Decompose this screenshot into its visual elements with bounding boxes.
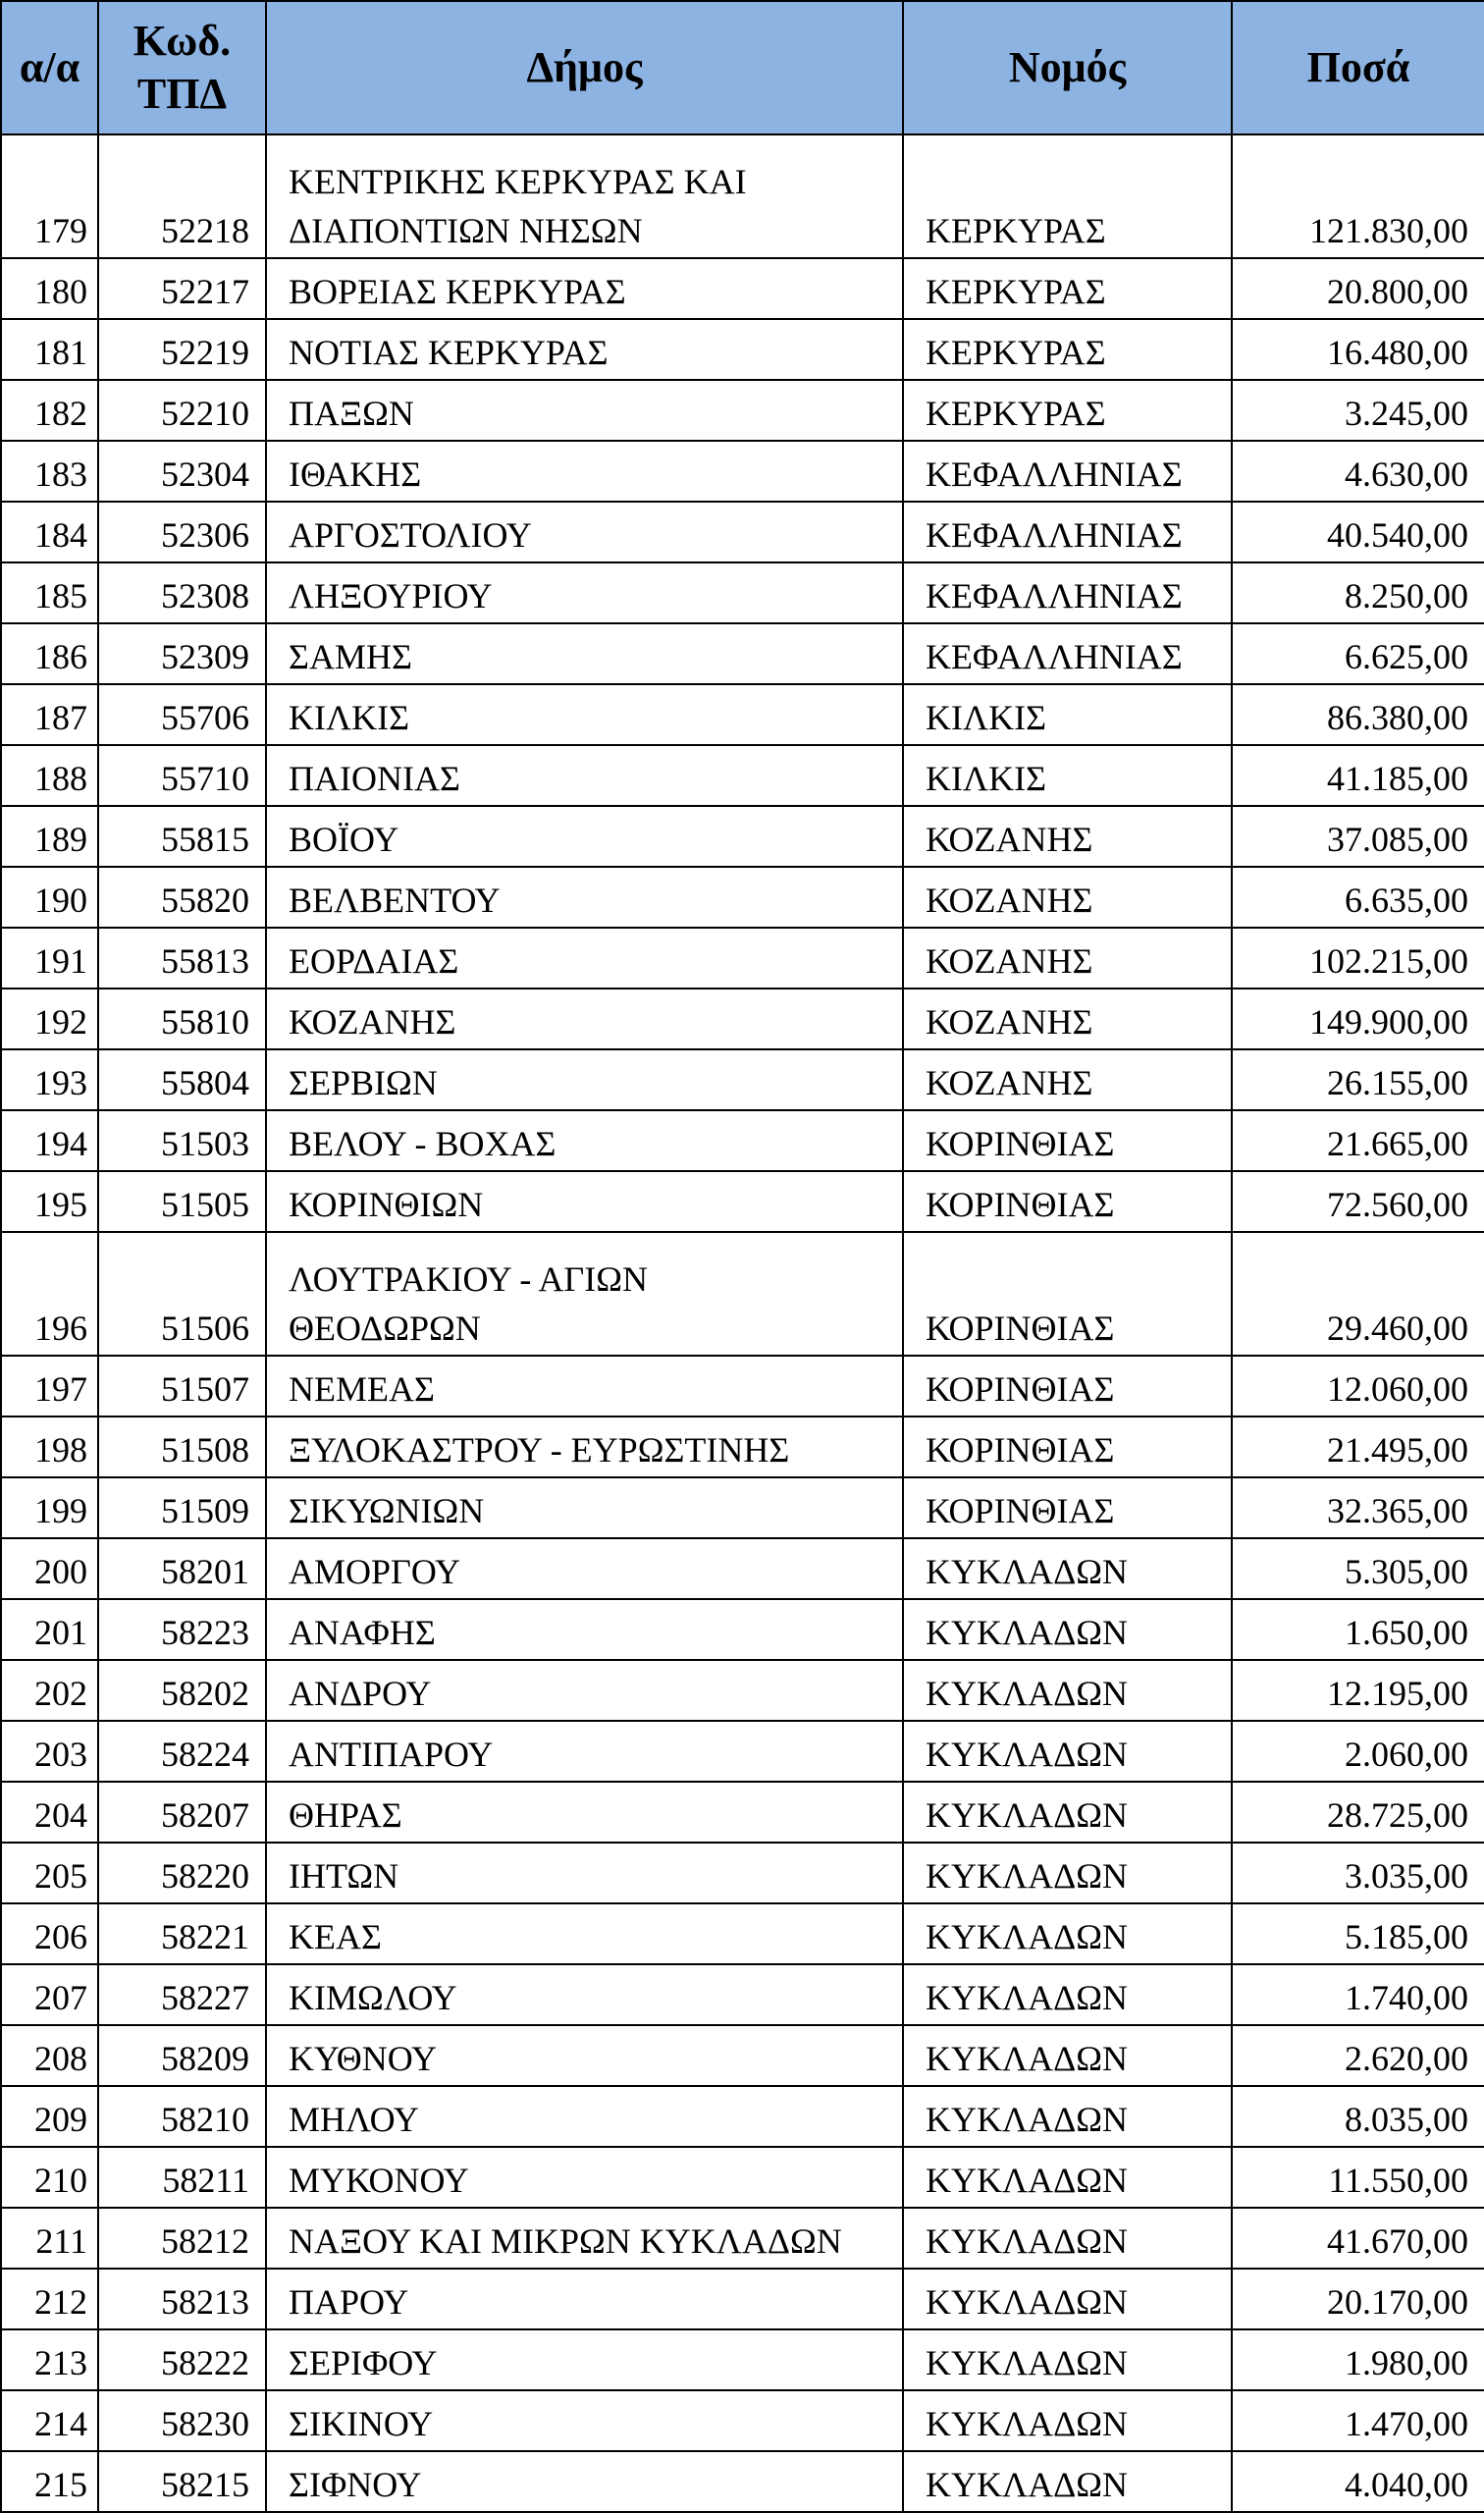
table-row — [1, 2208, 1484, 2269]
table-row — [1, 134, 1484, 258]
table-row — [1, 1171, 1484, 1232]
row-prefecture: ΚΥΚΛΑΔΩΝ — [903, 2086, 1232, 2147]
row-municipality: ΚΙΜΩΛΟΥ — [266, 1964, 903, 2025]
row-amount: 20.170,00 — [1232, 2269, 1484, 2329]
row-amount: 1.650,00 — [1232, 1599, 1484, 1660]
row-code: 55820 — [98, 867, 266, 928]
header-code-line2: ΤΠΔ — [136, 70, 228, 118]
row-index: 195 — [1, 1171, 98, 1232]
row-code: 52219 — [98, 319, 266, 380]
row-amount: 2.060,00 — [1232, 1721, 1484, 1782]
row-amount: 20.800,00 — [1232, 258, 1484, 319]
table-row — [1, 1356, 1484, 1417]
row-index: 190 — [1, 867, 98, 928]
table-row — [1, 380, 1484, 441]
header-municipality: Δήμος — [266, 1, 903, 134]
row-prefecture: ΚΟΡΙΝΘΙΑΣ — [903, 1356, 1232, 1417]
row-code: 58215 — [98, 2451, 266, 2512]
row-prefecture: ΚΕΡΚΥΡΑΣ — [903, 134, 1232, 258]
row-prefecture: ΚΥΚΛΑΔΩΝ — [903, 1964, 1232, 2025]
row-index: 181 — [1, 319, 98, 380]
row-prefecture: ΚΟΡΙΝΘΙΑΣ — [903, 1417, 1232, 1477]
row-municipality: ΚΟΡΙΝΘΙΩΝ — [266, 1171, 903, 1232]
row-code: 58213 — [98, 2269, 266, 2329]
row-prefecture: ΚΥΚΛΑΔΩΝ — [903, 1721, 1232, 1782]
header-prefecture: Νομός — [903, 1, 1232, 134]
row-index: 188 — [1, 745, 98, 806]
row-index: 184 — [1, 502, 98, 562]
row-municipality: ΝΑΞΟΥ ΚΑΙ ΜΙΚΡΩΝ ΚΥΚΛΑΔΩΝ — [266, 2208, 903, 2269]
row-municipality: ΒΟΡΕΙΑΣ ΚΕΡΚΥΡΑΣ — [266, 258, 903, 319]
row-municipality: ΣΙΦΝΟΥ — [266, 2451, 903, 2512]
row-amount: 21.665,00 — [1232, 1110, 1484, 1171]
row-prefecture: ΚΥΚΛΑΔΩΝ — [903, 2147, 1232, 2208]
row-amount: 4.040,00 — [1232, 2451, 1484, 2512]
row-code: 55810 — [98, 989, 266, 1049]
row-amount: 32.365,00 — [1232, 1477, 1484, 1538]
row-amount: 8.250,00 — [1232, 562, 1484, 623]
row-amount: 5.185,00 — [1232, 1903, 1484, 1964]
row-index: 191 — [1, 928, 98, 989]
row-code: 55815 — [98, 806, 266, 867]
row-municipality: ΝΟΤΙΑΣ ΚΕΡΚΥΡΑΣ — [266, 319, 903, 380]
row-code: 52210 — [98, 380, 266, 441]
table-row — [1, 1660, 1484, 1721]
row-prefecture: ΚΕΡΚΥΡΑΣ — [903, 258, 1232, 319]
row-amount: 121.830,00 — [1232, 134, 1484, 258]
row-index: 203 — [1, 1721, 98, 1782]
row-index: 213 — [1, 2329, 98, 2390]
row-prefecture: ΚΟΖΑΝΗΣ — [903, 806, 1232, 867]
table-row — [1, 1964, 1484, 2025]
row-code: 51503 — [98, 1110, 266, 1171]
table-row — [1, 928, 1484, 989]
row-index: 199 — [1, 1477, 98, 1538]
header-index: α/α — [1, 1, 98, 134]
row-code: 58209 — [98, 2025, 266, 2086]
table-row — [1, 684, 1484, 745]
row-municipality: ΑΜΟΡΓΟΥ — [266, 1538, 903, 1599]
row-code: 52217 — [98, 258, 266, 319]
row-amount: 149.900,00 — [1232, 989, 1484, 1049]
row-prefecture: ΚΟΡΙΝΘΙΑΣ — [903, 1171, 1232, 1232]
header-code-line1: Κωδ. — [132, 17, 232, 65]
table-row — [1, 2269, 1484, 2329]
table-row — [1, 1110, 1484, 1171]
row-municipality-line1: ΚΕΝΤΡΙΚΗΣ ΚΕΡΚΥΡΑΣ ΚΑΙ — [289, 162, 747, 201]
table-row — [1, 1599, 1484, 1660]
row-amount: 26.155,00 — [1232, 1049, 1484, 1110]
row-index: 210 — [1, 2147, 98, 2208]
row-prefecture: ΚΟΖΑΝΗΣ — [903, 989, 1232, 1049]
row-index: 202 — [1, 1660, 98, 1721]
row-prefecture: ΚΕΦΑΛΛΗΝΙΑΣ — [903, 562, 1232, 623]
table-row — [1, 1477, 1484, 1538]
row-prefecture: ΚΙΛΚΙΣ — [903, 745, 1232, 806]
row-amount: 72.560,00 — [1232, 1171, 1484, 1232]
table-row — [1, 441, 1484, 502]
row-municipality: ΣΕΡΙΦΟΥ — [266, 2329, 903, 2390]
row-amount: 41.670,00 — [1232, 2208, 1484, 2269]
row-municipality: ΒΟΪΟΥ — [266, 806, 903, 867]
row-amount: 4.630,00 — [1232, 441, 1484, 502]
row-index: 204 — [1, 1782, 98, 1843]
row-prefecture: ΚΥΚΛΑΔΩΝ — [903, 1903, 1232, 1964]
row-amount: 40.540,00 — [1232, 502, 1484, 562]
row-prefecture: ΚΟΡΙΝΘΙΑΣ — [903, 1110, 1232, 1171]
row-municipality: ΚΥΘΝΟΥ — [266, 2025, 903, 2086]
table-header — [1, 1, 1484, 134]
row-index: 196 — [1, 1232, 98, 1356]
row-municipality: ΑΡΓΟΣΤΟΛΙΟΥ — [266, 502, 903, 562]
row-prefecture: ΚΟΖΑΝΗΣ — [903, 1049, 1232, 1110]
row-municipality: ΙΗΤΩΝ — [266, 1843, 903, 1903]
row-prefecture: ΚΙΛΚΙΣ — [903, 684, 1232, 745]
row-index: 179 — [1, 134, 98, 258]
table-row — [1, 2086, 1484, 2147]
row-code: 58210 — [98, 2086, 266, 2147]
row-index: 183 — [1, 441, 98, 502]
row-municipality: ΚΟΖΑΝΗΣ — [266, 989, 903, 1049]
row-prefecture: ΚΥΚΛΑΔΩΝ — [903, 1843, 1232, 1903]
row-amount: 21.495,00 — [1232, 1417, 1484, 1477]
row-index: 215 — [1, 2451, 98, 2512]
row-amount: 29.460,00 — [1232, 1232, 1484, 1356]
row-code: 52306 — [98, 502, 266, 562]
row-prefecture: ΚΥΚΛΑΔΩΝ — [903, 2025, 1232, 2086]
row-prefecture: ΚΕΦΑΛΛΗΝΙΑΣ — [903, 441, 1232, 502]
row-amount: 1.980,00 — [1232, 2329, 1484, 2390]
row-amount: 3.245,00 — [1232, 380, 1484, 441]
table-row — [1, 1538, 1484, 1599]
row-prefecture: ΚΥΚΛΑΔΩΝ — [903, 2269, 1232, 2329]
row-code: 58224 — [98, 1721, 266, 1782]
row-prefecture: ΚΥΚΛΑΔΩΝ — [903, 1538, 1232, 1599]
row-code: 55813 — [98, 928, 266, 989]
row-municipality: ΣΙΚΙΝΟΥ — [266, 2390, 903, 2451]
row-index: 200 — [1, 1538, 98, 1599]
row-municipality: ΠΑΡΟΥ — [266, 2269, 903, 2329]
row-index: 211 — [1, 2208, 98, 2269]
table-row — [1, 502, 1484, 562]
table-row — [1, 745, 1484, 806]
row-amount: 3.035,00 — [1232, 1843, 1484, 1903]
row-index: 209 — [1, 2086, 98, 2147]
row-code: 58230 — [98, 2390, 266, 2451]
row-prefecture: ΚΟΖΑΝΗΣ — [903, 928, 1232, 989]
table-row — [1, 989, 1484, 1049]
row-code: 58202 — [98, 1660, 266, 1721]
row-index: 214 — [1, 2390, 98, 2451]
row-amount: 12.060,00 — [1232, 1356, 1484, 1417]
row-index: 189 — [1, 806, 98, 867]
table-row — [1, 867, 1484, 928]
row-municipality: ΣΑΜΗΣ — [266, 623, 903, 684]
row-prefecture: ΚΥΚΛΑΔΩΝ — [903, 2208, 1232, 2269]
row-code: 51509 — [98, 1477, 266, 1538]
table-row — [1, 2390, 1484, 2451]
row-prefecture: ΚΟΡΙΝΘΙΑΣ — [903, 1477, 1232, 1538]
row-municipality: ΑΝΑΦΗΣ — [266, 1599, 903, 1660]
row-code: 58207 — [98, 1782, 266, 1843]
row-prefecture: ΚΥΚΛΑΔΩΝ — [903, 2390, 1232, 2451]
row-code: 51506 — [98, 1232, 266, 1356]
row-index: 182 — [1, 380, 98, 441]
row-code: 52304 — [98, 441, 266, 502]
row-index: 185 — [1, 562, 98, 623]
row-municipality: ΣΕΡΒΙΩΝ — [266, 1049, 903, 1110]
row-amount: 102.215,00 — [1232, 928, 1484, 989]
row-amount: 8.035,00 — [1232, 2086, 1484, 2147]
row-amount: 6.625,00 — [1232, 623, 1484, 684]
row-index: 205 — [1, 1843, 98, 1903]
table-row — [1, 562, 1484, 623]
row-index: 192 — [1, 989, 98, 1049]
row-municipality: ΝΕΜΕΑΣ — [266, 1356, 903, 1417]
row-amount: 37.085,00 — [1232, 806, 1484, 867]
row-code: 52309 — [98, 623, 266, 684]
row-code: 58223 — [98, 1599, 266, 1660]
row-municipality: ΚΙΛΚΙΣ — [266, 684, 903, 745]
row-municipality: ΕΟΡΔΑΙΑΣ — [266, 928, 903, 989]
row-prefecture: ΚΟΡΙΝΘΙΑΣ — [903, 1232, 1232, 1356]
row-amount: 11.550,00 — [1232, 2147, 1484, 2208]
table-row — [1, 1417, 1484, 1477]
row-municipality — [266, 134, 903, 258]
row-code: 58222 — [98, 2329, 266, 2390]
row-municipality — [266, 1232, 903, 1356]
row-index: 208 — [1, 2025, 98, 2086]
row-municipality: ΜΗΛΟΥ — [266, 2086, 903, 2147]
row-index: 193 — [1, 1049, 98, 1110]
row-code: 51508 — [98, 1417, 266, 1477]
header-amount: Ποσά — [1232, 1, 1484, 134]
row-amount: 86.380,00 — [1232, 684, 1484, 745]
row-code: 55710 — [98, 745, 266, 806]
row-municipality: ΑΝΤΙΠΑΡΟΥ — [266, 1721, 903, 1782]
table-row — [1, 2329, 1484, 2390]
row-prefecture: ΚΥΚΛΑΔΩΝ — [903, 2329, 1232, 2390]
table-row — [1, 1782, 1484, 1843]
row-prefecture: ΚΕΡΚΥΡΑΣ — [903, 319, 1232, 380]
row-municipality-line2: ΔΙΑΠΟΝΤΙΩΝ ΝΗΣΩΝ — [289, 211, 643, 250]
table-row — [1, 258, 1484, 319]
header-row — [1, 1, 1484, 134]
row-municipality: ΙΘΑΚΗΣ — [266, 441, 903, 502]
row-amount: 12.195,00 — [1232, 1660, 1484, 1721]
table-row — [1, 319, 1484, 380]
row-index: 194 — [1, 1110, 98, 1171]
row-code: 51507 — [98, 1356, 266, 1417]
row-amount: 41.185,00 — [1232, 745, 1484, 806]
row-amount: 6.635,00 — [1232, 867, 1484, 928]
table-row — [1, 2451, 1484, 2512]
row-prefecture: ΚΥΚΛΑΔΩΝ — [903, 1599, 1232, 1660]
row-municipality: ΚΕΑΣ — [266, 1903, 903, 1964]
row-municipality: ΜΥΚΟΝΟΥ — [266, 2147, 903, 2208]
row-prefecture: ΚΕΡΚΥΡΑΣ — [903, 380, 1232, 441]
table-row — [1, 806, 1484, 867]
row-municipality: ΒΕΛΒΕΝΤΟΥ — [266, 867, 903, 928]
row-code: 52308 — [98, 562, 266, 623]
row-index: 207 — [1, 1964, 98, 2025]
row-municipality: ΘΗΡΑΣ — [266, 1782, 903, 1843]
table-row — [1, 1049, 1484, 1110]
table-row — [1, 1843, 1484, 1903]
row-municipality-line2: ΘΕΟΔΩΡΩΝ — [289, 1309, 481, 1348]
row-municipality: ΑΝΔΡΟΥ — [266, 1660, 903, 1721]
row-prefecture: ΚΥΚΛΑΔΩΝ — [903, 1782, 1232, 1843]
row-municipality: ΛΗΞΟΥΡΙΟΥ — [266, 562, 903, 623]
row-municipality: ΠΑΞΩΝ — [266, 380, 903, 441]
row-municipality: ΣΙΚΥΩΝΙΩΝ — [266, 1477, 903, 1538]
table-row — [1, 1721, 1484, 1782]
row-amount: 1.740,00 — [1232, 1964, 1484, 2025]
table-row — [1, 1232, 1484, 1356]
row-amount: 2.620,00 — [1232, 2025, 1484, 2086]
row-prefecture: ΚΕΦΑΛΛΗΝΙΑΣ — [903, 502, 1232, 562]
row-municipality-line1: ΛΟΥΤΡΑΚΙΟΥ - ΑΓΙΩΝ — [289, 1259, 648, 1299]
row-amount: 16.480,00 — [1232, 319, 1484, 380]
row-municipality: ΒΕΛΟΥ - ΒΟΧΑΣ — [266, 1110, 903, 1171]
row-code: 51505 — [98, 1171, 266, 1232]
row-code: 58220 — [98, 1843, 266, 1903]
table-row — [1, 2147, 1484, 2208]
row-index: 198 — [1, 1417, 98, 1477]
row-code: 58211 — [98, 2147, 266, 2208]
row-index: 187 — [1, 684, 98, 745]
row-amount: 28.725,00 — [1232, 1782, 1484, 1843]
row-code: 58212 — [98, 2208, 266, 2269]
table-row — [1, 1903, 1484, 1964]
row-code: 58201 — [98, 1538, 266, 1599]
row-prefecture: ΚΕΦΑΛΛΗΝΙΑΣ — [903, 623, 1232, 684]
row-code: 55706 — [98, 684, 266, 745]
row-code: 52218 — [98, 134, 266, 258]
row-prefecture: ΚΟΖΑΝΗΣ — [903, 867, 1232, 928]
row-index: 197 — [1, 1356, 98, 1417]
table-row — [1, 623, 1484, 684]
row-prefecture: ΚΥΚΛΑΔΩΝ — [903, 1660, 1232, 1721]
row-index: 212 — [1, 2269, 98, 2329]
table-body — [1, 134, 1484, 2512]
row-municipality: ΞΥΛΟΚΑΣΤΡΟΥ - ΕΥΡΩΣΤΙΝΗΣ — [266, 1417, 903, 1477]
row-code: 55804 — [98, 1049, 266, 1110]
row-index: 186 — [1, 623, 98, 684]
row-prefecture: ΚΥΚΛΑΔΩΝ — [903, 2451, 1232, 2512]
row-amount: 1.470,00 — [1232, 2390, 1484, 2451]
row-amount: 5.305,00 — [1232, 1538, 1484, 1599]
row-index: 201 — [1, 1599, 98, 1660]
table-row — [1, 2025, 1484, 2086]
header-code — [98, 1, 266, 134]
row-index: 206 — [1, 1903, 98, 1964]
row-index: 180 — [1, 258, 98, 319]
row-code: 58227 — [98, 1964, 266, 2025]
row-code: 58221 — [98, 1903, 266, 1964]
row-municipality: ΠΑΙΟΝΙΑΣ — [266, 745, 903, 806]
